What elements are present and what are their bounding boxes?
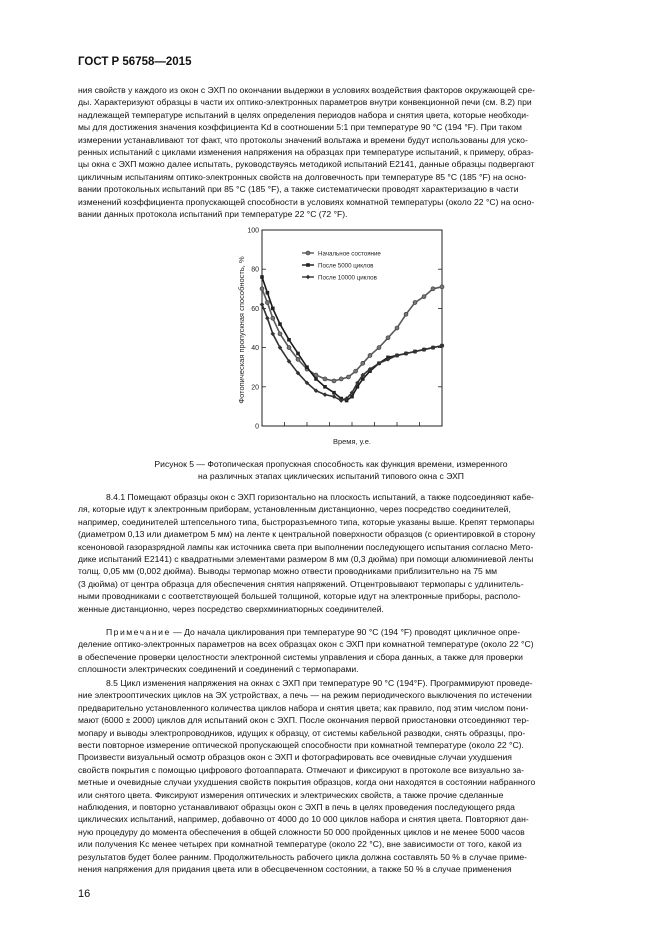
- text-line: ксеноновой газоразрядной лампы как источника света при выполнении последующего испытания согласно Мето-: [78, 541, 534, 552]
- text-line: Произвести визуальный осмотр образцов окон с ЭХП и фотографировать все очевидные случаи ухудшения: [78, 752, 512, 763]
- data-point: [440, 285, 444, 289]
- legend-label: Начальное состояние: [318, 250, 381, 258]
- text-line: ние электрооптических циклов на ЭХ устройствах, а печь — на режим периодического выключения по истечении: [78, 690, 532, 701]
- data-point: [346, 375, 350, 379]
- y-axis-label: Фотопическая пропускная способность, %: [237, 256, 246, 404]
- paragraph-intro: [78, 84, 584, 220]
- transmittance-chart: [232, 222, 450, 450]
- y-tick-label: 0: [255, 423, 259, 431]
- data-point: [305, 365, 309, 369]
- text-line: мы для достижения значения коэффициента Kd в соотношении 5:1 при температуре 90 °С (194 °F). При таком: [78, 122, 522, 133]
- text-line: наблюдения, и повторно устанавливают образцы окон с ЭХП в печь в целях проведения последующего ряда: [78, 802, 515, 813]
- data-point: [260, 287, 264, 291]
- y-tick-label: 20: [251, 384, 259, 392]
- data-point: [278, 332, 282, 336]
- text-line: измерении устанавливают тот факт, что протоколы значений вольтажа и времени будут использованы для уско-: [78, 134, 528, 145]
- paragraph-8-5: [78, 677, 584, 876]
- data-point: [386, 336, 390, 340]
- text-line: ренных испытаний с циклами изменения напряжения на образцах при температуре испытаний, к примеру, образ-: [78, 147, 534, 158]
- note-line: Примечание — До начала циклирования при температуре 90 °С (194 °F) проводят цикличное опре-: [106, 627, 521, 637]
- data-point: [265, 316, 270, 321]
- page-number: 16: [78, 888, 91, 900]
- data-point: [354, 369, 358, 373]
- data-point: [296, 357, 300, 361]
- text-line: вании протокольных испытаний при 85 °С (185 °F), а также систематически проводят характеризацию в части: [78, 184, 519, 195]
- data-point: [332, 379, 336, 383]
- data-point: [323, 392, 328, 397]
- text-line: толщ. 0,05 мм (0,002 дюйма). Выводы термопар можно отвести проводниками приблизительно на 75 мм: [78, 566, 498, 577]
- data-point: [350, 395, 354, 399]
- data-point: [395, 326, 399, 330]
- data-point: [260, 275, 264, 279]
- text-line: метные и очевидные случаи ухудшения свойств покрытия образцов, когда они находятся в состоянии набранного: [78, 777, 536, 788]
- data-point: [368, 353, 372, 357]
- legend-label: После 10000 циклов: [318, 274, 377, 282]
- text-line: вести повторное измерение оптической пропускающей способности при комнатной температуре (около 22 °С).: [78, 740, 524, 751]
- text-line: мопару и выводы электропроводников, идущих к образцу, от системы кабельной разводки, снять образцы, про-: [78, 727, 526, 738]
- text-line: или получения Kc менее четырех при комнатной температуре (около 22 °С), вне зависимости от того, какой из: [78, 839, 522, 850]
- data-point: [431, 287, 435, 291]
- page-header: ГОСТ Р 56758—2015: [78, 56, 192, 68]
- figure-5: [232, 222, 450, 450]
- data-point: [332, 391, 336, 395]
- text-line: изменений коэффициента пропускающей способности в условиях комнатной температуры (около 22 °С) на осно-: [78, 196, 535, 207]
- legend-label: После 5000 циклов: [318, 262, 374, 270]
- x-axis-label: Время, у.е.: [332, 437, 372, 446]
- text-line: нения напряжения для придания цвета или в обесцвеченном состоянии, а также 50 % в случае применения: [78, 864, 512, 875]
- y-tick-label: 100: [247, 227, 259, 235]
- note-line: деление оптико-электронных параметров на всех образцах окон с ЭХП при комнатной температуре (около 22 °С): [78, 639, 534, 650]
- legend-marker: [306, 275, 311, 280]
- data-point: [287, 346, 291, 350]
- paragraph-8-4-1: [78, 491, 584, 615]
- data-point: [296, 352, 300, 356]
- data-point: [266, 291, 270, 295]
- data-point: [287, 338, 291, 342]
- data-point: [278, 322, 282, 326]
- text-line: (3 дюйма) от центра образца для обеспечения снятия напряжений. Отцентровывают термопары с удлинитель-: [78, 578, 524, 589]
- data-point: [271, 316, 275, 320]
- data-point: [265, 301, 269, 305]
- text-line: результатов будет более ранним. Продолжительность рабочего цикла должна составлять 50 % в случае приме-: [78, 851, 528, 862]
- y-tick-label: 80: [251, 266, 259, 274]
- text-line: цы окна с ЭХП можно далее испытать, руководствуясь методикой испытаний Е2141, данные образцы подвергают: [78, 159, 535, 170]
- text-line: предварительно установленного количества циклов набора и снятия цвета; как правило, под этим числом пони-: [78, 702, 529, 713]
- data-point: [271, 307, 275, 311]
- text-line: вании данных протокола испытаний при температуре 22 °С (72 °F).: [78, 209, 348, 220]
- text-line: ля, которые идут к электронным приборам, установленным дистанционно, через посредство соединителей,: [78, 504, 511, 515]
- y-tick-label: 60: [251, 305, 259, 313]
- data-point: [260, 302, 265, 307]
- caption-line: на различных этапах циклических испытаний типового окна с ЭХП: [198, 471, 464, 481]
- text-line: ния свойств у каждого из окон с ЭХП по окончании выдержки в условиях воздействия факторов окружающей сре-: [78, 85, 535, 95]
- note-line: в обеспечение проверки целостности электронной системы управления и сбора данных, а также для проверки: [78, 651, 523, 662]
- text-line: ными проводниками с соответствующей большей толщиной, которые идут на электронные приборы, располо-: [78, 591, 521, 602]
- y-tick-label: 40: [251, 345, 259, 353]
- note-line: сплошности электрических соединений и соединений с термопарами.: [78, 664, 359, 675]
- data-point: [323, 385, 327, 389]
- note-block: [78, 626, 584, 676]
- legend-marker: [306, 263, 310, 267]
- text-line: женные дистанционно, через посредство сверхминиатюрных соединителей.: [78, 603, 384, 614]
- data-point: [413, 301, 417, 305]
- data-point: [404, 312, 408, 316]
- data-point: [422, 295, 426, 299]
- data-point: [323, 377, 327, 381]
- text-line: дике испытаний Е2141) с квадратными элементами размером 8 мм (0,3 дюйма) при помощи алюминиевой ленты: [78, 554, 534, 565]
- text-line: свойств покрытия с помощью цифрового фотоаппарата. Отмечают и фиксируют в протоколе все визуально за-: [78, 764, 525, 775]
- text-line: 8.4.1 Помещают образцы окон с ЭХП горизонтально на плоскость испытаний, а также подсоединяют кабе-: [106, 492, 534, 502]
- text-line: или снятого цвета. Фиксируют измерения оптических и электрических свойств, а также прочие сделанные: [78, 789, 504, 800]
- text-line: 8.5 Цикл изменения напряжения на окнах с ЭХП при температуре 90 °С (194°F). Программируют проведе-: [106, 678, 533, 688]
- text-line: (диаметром 0,13 или диаметром 5 мм) на ленте к центральной поверхности образцов (с ориентировкой в сторону: [78, 529, 536, 540]
- text-line: например, соединителей штепсельного типа, быстроразъемного типа, которые указаны выше. Крепят термопары: [78, 516, 535, 527]
- text-line: ную процедуру до момента обеспечения в общей сложности 50 000 пройденных циклов и не менее 5000 часов: [78, 826, 525, 837]
- text-line: мают (6000 ± 2000) циклов для испытаний окон с ЭХП. После окончания первой приостановки отсоединяют тер-: [78, 715, 529, 726]
- caption-line: Рисунок 5 — Фотопическая пропускная способность как функция времени, измеренного: [154, 459, 508, 469]
- data-point: [339, 377, 343, 381]
- text-line: надлежащей температуре испытаний в целях определения периодов набора и снятия цвета, которые необходи-: [78, 109, 529, 120]
- legend-marker: [306, 251, 310, 255]
- data-point: [361, 361, 365, 365]
- data-point: [377, 346, 381, 350]
- note-label: Примечание: [106, 627, 171, 637]
- figure-caption: [78, 458, 584, 482]
- text-line: ды. Характеризуют образцы в части их оптико-электронных параметров внутри конвекционной печи (см. 8.2) при: [78, 97, 532, 108]
- text-line: циклических испытаний, например, добавочно от 4000 до 10 000 циклов набора и снятия цвета. Повторяют дан-: [78, 814, 529, 825]
- text-line: цикличным испытаниям оптико-электронных свойств на долговечность при температуре 85 °С (185 °F) на осно-: [78, 171, 527, 182]
- data-point: [314, 377, 318, 381]
